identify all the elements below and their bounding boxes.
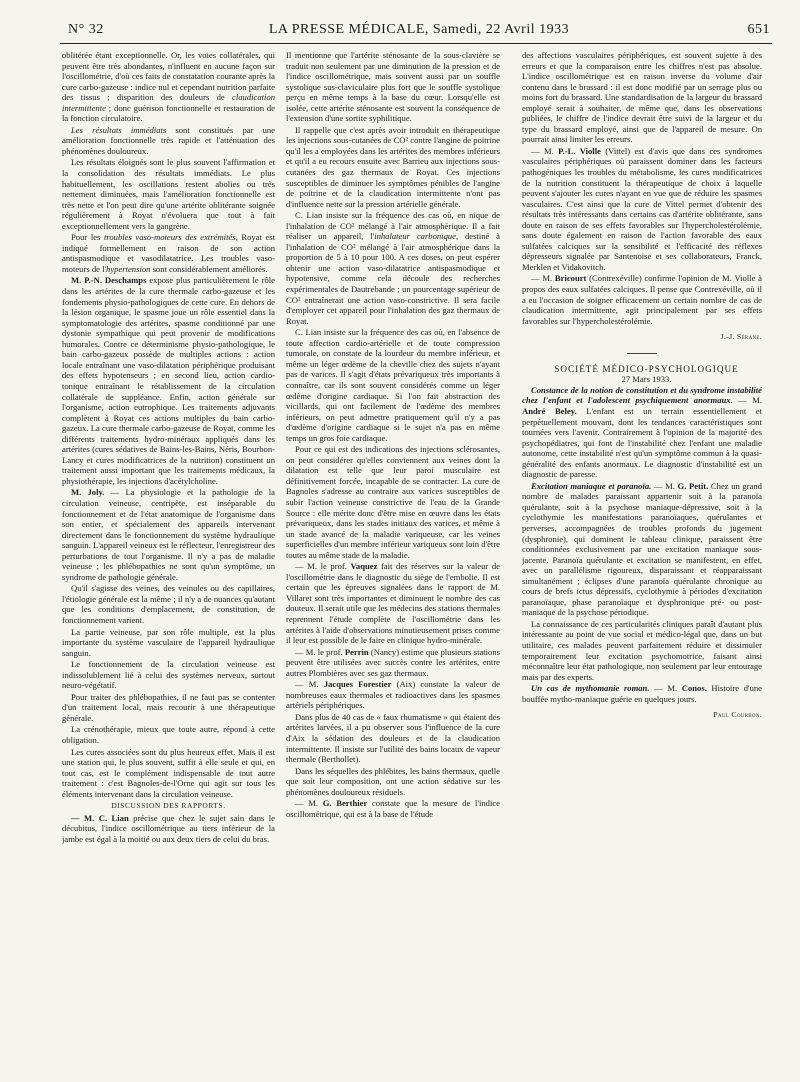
text-run: ; donc guérison fonctionnelle et restauration de la fonction circulatoire.: [62, 102, 275, 124]
column-3-bottom: [522, 385, 762, 704]
signature-courbon: Paul Courbon.: [713, 710, 762, 720]
text-run: des affections vasculaires périphériques, est souvent sujette à des erreurs et que la comparaison entre les chiffres n'est pas absolue. L'indice oscillométrique est en raison inverse du volume d'air contenu dans le brassard : il est donc modifié par un serrage plus ou moins fort du brassard. Une standardisation de la largeur du brassard employé serait à souhaiter, de même que, dans les observations publiées, le chiffre de l'indice devrait être suivi de la largeur et du type du brassard employé, ainsi que de l'appareil de mesure. On pourrait ainsi limiter les erreurs.: [522, 50, 762, 145]
text-run: Dans les séquelles des phlébites, les bains thermaux, quelle que soit leur composition, ont une action sédative sur les phénomènes douloureux résiduels.: [286, 765, 500, 797]
text-run: — M.: [295, 679, 324, 690]
paragraph: [62, 692, 275, 724]
paragraph: [286, 647, 500, 679]
section-title: SOCIÉTÉ MÉDICO-PSYCHOLOGIQUE: [554, 363, 739, 374]
text-run: — M. le prof.: [295, 561, 351, 572]
page-header: [68, 22, 770, 40]
journal-title: LA PRESSE MÉDICALE, Samedi, 22 Avril 1933: [268, 22, 570, 37]
text-run: C. Lian insiste sur la fréquence des cas où, en l'absence de toute affection cardio-artérielle et de toute compression tumorale, on constate de la lourdeur du membre inférieur, et même un léger œdème de la cheville chez des sujets n'ayant pas de varices. Il s'agit d'états prévariqueux très importants à connaître, car ils sont souvent considérés comme un léger œdème d'origine cardiaque. Si l'on fait abstraction des vicillards, qui ont facilement de l'œdème des membres inférieurs, on peut admettre pratiquement qu'il n'y a pas d'œdème d'origine cardiaque si le sujet n'a pas en même temps un gros foie cardiaque.: [286, 327, 500, 443]
text-run: expose plus particulièrement le rôle dans les artérites de la cure thermale carbo-gazeuse et les fondements physio-pathologiques de cette cure. En dehors de la lésion organique, le spasme joue un rôle essentiel dans la symptomatologie des artérites, spasme conditionné par une dystonie sympathique qui peut provenir de modifications humorales. Contre ce déterminisme physio-pathologique, le bain carbo-gazeux possède de multiples actions : action locale entraînant une vaso-dilatation périphérique produisant des effets hypotenseurs ; en second lieu, action cardio-tonique entraînant le rétablissement de la circulation collatérale de suppléance. Enfin, action générale sur l'organisme, action eutrophique. Les traitements adjuvants complètent à Royat ces actions multiples du bain carbo-gazeux. La cure thermale carbo-gazeuse de Royat, comme les différents traitements hydro-minéraux appliqués dans les artérites (cures sédatives de Bains-les-Bains, Néris, Bourbon-Lancy et cures modificatrices de la nutrition) constituent un traitement aussi important que les traitements médicaux, la physiothérapie, les injections d'acétylcholine.: [62, 275, 275, 486]
paragraph: [62, 724, 275, 745]
text-run: G. Petit.: [677, 480, 709, 491]
paragraph: [286, 327, 500, 443]
text-run: claudication intermittente: [62, 92, 275, 113]
paragraph: [62, 659, 275, 691]
paragraph: [286, 561, 500, 645]
text-run: précise que chez le sujet sain dans le décubitus, l'indice oscillométrique au tiers inférieur de la jambe est égal à la moitié ou aux deux tiers de celui du bras.: [62, 812, 275, 844]
text-run: (Aix) constate la valeur de nombreuses eaux thermales et radioactives dans les spasmes artériels périphériques.: [286, 679, 500, 711]
text-run: Qu'il s'agisse des veines, des veinules ou des capillaires, l'étiologie générale est la même ; il n'y a de nuances qu'autant que les conditions d'emplacement, de constitution, de fonctionnement varient.: [62, 583, 275, 625]
text-run: Les résultats immédiats: [71, 124, 167, 135]
paragraph: [286, 50, 500, 124]
issue-number: N° 32: [68, 22, 104, 37]
paragraph: [62, 747, 275, 800]
paragraph: [62, 813, 275, 845]
text-run: Un cas de mythomanie roman.: [531, 683, 650, 694]
text-run: — M.: [295, 798, 323, 809]
text-run: sont constitués par une amélioration fonctionnelle très rapide et l'atténuation des phénomènes douloureux.: [62, 124, 275, 156]
text-run: sont considérablement améliorés.: [150, 263, 268, 274]
paragraph: [522, 619, 762, 682]
paragraph: [62, 487, 275, 582]
text-run: hypertension: [106, 263, 151, 274]
text-run: Les résultats éloignés sont le plus souvent l'affirmation et la consolidation des résultats immédiats. Le plus habituellement, les oscillations restent abolies ou très nettement diminuées, mais l'amélioration fonctionnelle est très nette et l'on peut dire qu'une artérite oblitérante soignée régulièrement à Royat n'évoluera que tout à fait exceptionnellement vers la gangrène.: [62, 157, 275, 231]
text-run: Conos.: [681, 683, 707, 694]
text-run: Constance de la notion de constitution et du syndrome instabilité chez l'enfant et l'adolescent psychiquement anormaux.: [522, 384, 762, 406]
text-run: P.-L. Violle: [558, 145, 601, 156]
text-run: — M.: [651, 480, 678, 491]
text-run: Histoire d'une bouffée mytho-maniaque guérie en quelques jours.: [522, 683, 762, 704]
text-run: (Nancy) estime que plusieurs stations peuvent être utilisées avec succès contre les artérites, entre autres Plombières avec ses gaz thermaux.: [286, 646, 500, 678]
column-3-top: [522, 50, 762, 326]
paragraph: [522, 273, 762, 326]
text-run: , destiné à l'inhalation de CO² mélangé à l'air atmosphérique dans la proportion de 5 à 10 pour 100. A ces doses, on peut espérer obtenir une action vaso-dilatatrice antispasmodique et hypotensive, comme cela découle des recherches expérimentales de Dautrebande ; un pourcentage supérieur de CO² entraînerait une action vaso-constrictive. Il sera facile d'employer cet appareil pour l'inhalation des gaz thermaux de Royat.: [286, 231, 500, 326]
text-run: André Beley.: [522, 405, 577, 416]
paragraph: [286, 798, 500, 819]
text-run: Pour traiter des phlébopathies, il ne faut pas se contenter d'un traitement local, mais recourir à une thérapeutique générale.: [62, 691, 275, 723]
text-run: — M.: [732, 395, 762, 406]
paragraph: [62, 50, 275, 124]
text-run: (Vittel) est d'avis que dans ces syndromes vasculaires périphériques où paraissent dominer dans les facteurs pathogéniques les troubles du métabolisme, les cures modificatrices de la nutrition constituent la thérapeutique de choix à laquelle peuvent s'ajouter les cures n'ayant en vue que de réduire les spasmes vasculaires. C'est ainsi que la cure de Vittel permet d'obtenir des résultats très intéressants dans certains cas d'artérite oblitérante, sans doute en raison de ses effets favorables sur l'hypercholestérolémie, sans doute également en raison de l'action favorable des eaux sulfatées calciques sur la sensibilité et l'efficacité des réflexes dépresseurs signalée par Santenoise et ses collaborateurs, Franck, Merklen et Vidakovitch.: [522, 145, 762, 272]
text-run: Excitation maniaque et paranoïa.: [531, 480, 652, 491]
text-run: — M.: [649, 683, 682, 694]
paragraph: [522, 683, 762, 704]
text-run: constate que la mesure de l'indice oscillométrique, qui est à la base de l'étude: [286, 798, 500, 819]
text-run: Vaquez: [350, 561, 378, 572]
text-run: (Contrexéville) confirme l'opinion de M. Violle à propos des eaux sulfatées calciques. Il pense que Contrexéville, où il a eu l'occasion de soigner efficacement un certain nombre de cas de claudication intermittente, agit principalement par ses effets favorables sur l'hypercholestérolémie.: [522, 273, 762, 326]
text-run: Perrin: [344, 646, 369, 657]
text-run: — M. le prof.: [295, 646, 345, 657]
column-2: [286, 50, 500, 1066]
text-run: M. Joly.: [71, 487, 105, 498]
text-run: — La physiologie et la pathologie de la circulation veineuse, centripète, est inséparable du fonctionnement et de l'état anatomique de l'organisme dans son entier, et spécialement des appareils intervenant directement dans le fonctionnement du système hydraulique sanguin. L'appareil veineux est le réflecteur, l'enregistreur des perturbations de tout l'organisme. Il n'y a pas de maladie veineuse ; les phlébopathies ne sont qu'un symptôme, un syndrome de pathologie générale.: [62, 487, 275, 582]
paragraph: [522, 146, 762, 273]
column-3: [522, 50, 762, 1066]
text-run: C. Lian insiste sur la fréquence des cas où, en nique de l'inhalation de CO² mélangé à l'air atmosphérique. Il a fait réaliser un appareil, l': [286, 210, 500, 242]
paragraph: [62, 627, 275, 659]
text-run: DISCUSSION DES RAPPORTS.: [111, 801, 226, 811]
paragraph: [286, 712, 500, 765]
paragraph: [286, 125, 500, 209]
text-run: Il mentionne que l'artérite sténosante de la sous-clavière se traduit non seulement par une diminution de la pression et de l'indice oscillométrique, mais souvent aussi par un souffle systolique sus-claviculaire plus fort que le souffle systolique perçu en même temps à la base du cœur. Lorsqu'elle est isolée, cette artérite sténosante est souvent la conséquence de l'extension d'une sortite syphilitique.: [286, 50, 500, 124]
text-run: inhalateur carbonique: [374, 231, 456, 242]
text-run: La partie veineuse, par son rôle multiple, est la plus importante du système vasculaire de l'appareil hydraulique sanguin.: [62, 626, 275, 658]
paragraph: [522, 50, 762, 145]
signature-serane: J.-J. Sérane.: [720, 332, 762, 342]
text-run: — M. C. Lian: [71, 812, 129, 823]
text-run: — M.: [531, 145, 559, 156]
paragraph: [62, 275, 275, 486]
paragraph: [62, 157, 275, 231]
section-separator: [627, 353, 657, 354]
text-run: Le fonctionnement de la circulation veineuse est indissolublement lié à celui des systèmes nerveux, surtout neuro-végétatif.: [62, 659, 275, 691]
page-number: 651: [747, 22, 770, 37]
text-run: La connaissance de ces particularités cliniques paraît d'autant plus intéressante au point de vue social et médico-légal que, dans un but utilitaire, ces malades peuvent parfaitement réduire et dissimuler temporairement leur excitation psychomotrice, faisant ainsi méconnaître leur état pathologique, non seulement par leur entourage mais par des experts.: [522, 618, 762, 682]
paragraph: [286, 444, 500, 560]
paragraph: [522, 481, 762, 618]
text-run: , Royat est indiqué formellement en raison de son action antispasmodique et vasodilatatrice. Les troubles vaso-moteurs de l': [62, 232, 275, 274]
paragraph: [62, 125, 275, 157]
column-1: [62, 50, 275, 1066]
text-run: La crénothérapie, mieux que toute autre, répond à cette obligation.: [62, 724, 275, 745]
text-run: Jacques Forestier: [323, 679, 392, 690]
paragraph: [62, 800, 275, 812]
text-run: L'enfant est un terrain essentiellement et perpétuellement mouvant, dont les tendances caractéristiques sont tournées vers l'avenir. Contrairement à l'opinion de la majorité des psychopédiatres, qui font de l'instabilité chez l'enfant une maladie autonome, cette instabilité n'est qu'un symptôme commun à la quasi-généralité des enfants anormaux. Le diagnostic d'instabilité est un diagnostic de paresse.: [522, 405, 762, 480]
text-run: Chez un grand nombre de malades paraissant appartenir soit à la paranoïa quérulante, soit à la psychose maniaque-dépressive, soit à la cyclothymie les manifestations paranoïaques, quérulantes et perverses, accompagnées de troubles profonds du jugement (dysphronie), qui dominent le tableau clinique, paraissent être conditionnées exclusivement par une excitation maniaque sous-jacente. Paranoïa quérulante et excitation se manifestent, en effet, avec un parallélisme rigoureux, disparaissant et réapparaissant simultanément ; éclipses d'une paranoïa quérulante chronique au cours de brefs ictus dépressifs, cyclothymie à périodes d'excitation paranoïaque, phase paranoïaque et dysphronique pré- ou post-maniaque de la psychose périodique.: [522, 480, 762, 618]
paragraph: [62, 583, 275, 625]
paragraph: [286, 210, 500, 326]
text-run: — M.: [531, 273, 555, 284]
paragraph: [62, 232, 275, 274]
text-run: Pour les: [71, 232, 104, 243]
text-run: Les cures associées sont du plus heureux effet. Mais il est une station qui, le plus souvent, suffit à elle seule et qui, en tout cas, est le complément indispensable de tout autre traitement : c'est Bagnoles-de-l'Orne qui agit sur tous les éléments intervenant dans la circulation veineuse.: [62, 746, 275, 799]
text-run: Dans plus de 40 cas de « faux rhumatisme » qui étaient des artérites larvées, il a pu observer sous l'influence de la cure d'Aix la sédation des douleurs et de la claudication intermittente. Il insiste sur l'utilité des bains locaux de vapeur thermale (Berthollet).: [286, 711, 500, 765]
text-run: M. P.-N. Deschamps: [71, 275, 147, 286]
text-run: fait des réserves sur la valeur de l'oscillométrie dans le diagnostic du siège de l'embolie. Il est certain que les épreuves signalées dans le rapport de M. Villaret sont très importantes et diminuent le nombre des cas douteux. Il serait utile que les médecins des stations thermales reprennent l'étude complète de l'oscillométrie dans les artérites à l'aide d'observations minutieusement prises comme il leur est possible de le faire en clinique hydro-minérale.: [286, 561, 500, 646]
header-rule: [60, 43, 772, 44]
section-date: 27 Mars 1933.: [621, 374, 672, 385]
text-run: oblitérée étant exceptionnelle. Or, les voies collatérales, qui peuvent être très abondantes, n'influent en aucune façon sur l'oscillométrie, d'où ces faits de constatation courante après la cure carbo-gazeuse : indice nul et cependant nutrition parfaite des tissus ; disparition des douleurs de: [62, 50, 275, 103]
text-run: Pour ce qui est des indications des injections sclérosantes, on peut considérer qu'elles conviennent aux veines dont la dilatation est telle que leur paroi musculaire est définitivement forcée, incapable de se contracter. La cure de Bagnoles s'adresse au contraire aux varices susceptibles de subir l'action veineuse constrictive de l'eau de la Grande Source : elle mérite donc d'être mise en œuvre dans les états prévariqueux, dans les stades initiaux des varices, et même à un stade avancé de la maladie variqueuse, car les veines superficielles d'un membre inférieur variqueux sont loin d'être toutes au même stade de la maladie.: [286, 444, 500, 560]
paragraph: [286, 766, 500, 798]
text-run: Bricourt: [554, 273, 587, 284]
paragraph: [286, 679, 500, 711]
text-run: troubles vaso-moteurs des extrémités: [103, 232, 236, 243]
text-run: G. Berthier: [322, 798, 368, 809]
text-run: Il rappelle que c'est après avoir introduit en thérapeutique les injections sous-cutanées de CO² contre l'angine de poitrine qu'il les a employées dans les artérites des membres inférieurs et qu'il a eu recours ensuite avec Barrieu aux injections sous-cutanées des gaz thermaux de Royat. Ces injections susceptibles de diminuer les symptômes pénibles de l'angine de poitrine et de la claudication intermittente n'ont pas d'influence nette sur la pression artérielle générale.: [286, 124, 500, 209]
paragraph: [522, 385, 762, 480]
